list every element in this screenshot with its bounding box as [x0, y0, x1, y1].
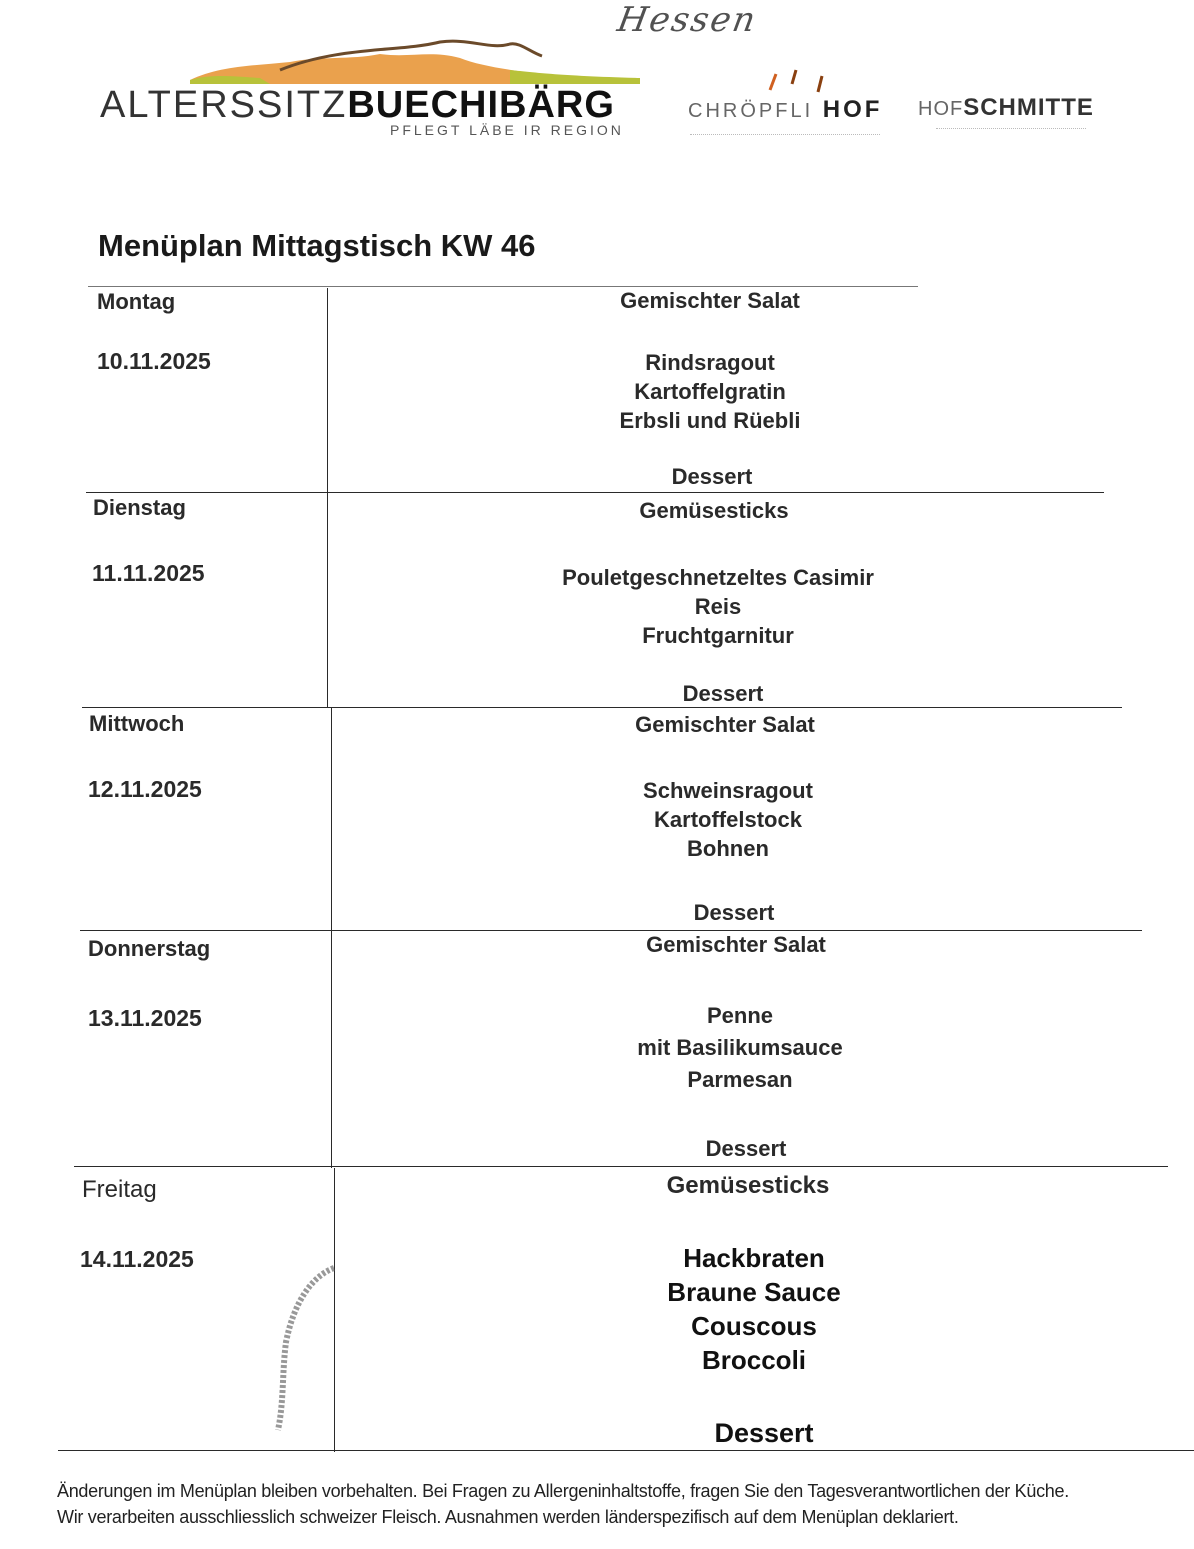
dessert: Dessert [693, 900, 775, 925]
handwritten-note: Hessen [614, 0, 761, 40]
starter: Gemischter Salat [635, 712, 815, 737]
logo-tagline: PFLEGT LÄBE IR REGION [390, 122, 624, 138]
day-date: 11.11.2025 [92, 560, 205, 586]
main-item: Fruchtgarnitur [642, 623, 794, 648]
dessert: Dessert [682, 681, 764, 706]
row-divider [80, 930, 1142, 931]
dessert: Dessert [671, 464, 753, 489]
logo2-text-bold: HOF [822, 96, 883, 123]
altersitz-logo [100, 36, 640, 146]
table-bottom-rule [58, 1450, 1194, 1451]
day-name: Montag [97, 289, 176, 314]
footer-line: Änderungen im Menüplan bleiben vorbehalten. Bei Fragen zu Allergeninhaltstoffe, fragen Sie den Tagesverantwortlichen der Küche. [57, 1481, 1069, 1501]
row-divider [74, 1166, 1168, 1167]
hofschmitte-logo [918, 94, 1094, 122]
day-name: Dienstag [93, 495, 186, 520]
dessert: Dessert [705, 1136, 787, 1161]
table-top-rule [88, 286, 918, 287]
main-item: Couscous [691, 1311, 817, 1341]
logo3-text-light: HOF [918, 98, 964, 120]
logo-text-light: ALTERSSITZ [100, 84, 348, 126]
main-item: Parmesan [687, 1067, 793, 1092]
row-divider [82, 707, 1122, 708]
main-item: Kartoffelgratin [634, 379, 786, 404]
starter: Gemischter Salat [620, 288, 800, 313]
day-name: Donnerstag [88, 936, 211, 961]
main-item: Bohnen [687, 836, 769, 861]
main-item: Braune Sauce [667, 1277, 841, 1307]
logo3-text-bold: SCHMITTE [963, 94, 1094, 121]
main-item: Schweinsragout [643, 778, 813, 803]
main-course [520, 563, 916, 650]
footer-note [57, 1478, 1167, 1530]
main-item: Rindsragout [645, 350, 775, 375]
main-course [590, 1000, 890, 1096]
main-item: mit Basilikumsauce [637, 1035, 843, 1060]
mountain-logo-graphic [180, 36, 650, 86]
main-course [604, 1241, 904, 1377]
main-item: Erbsli und Rüebli [619, 408, 801, 433]
day-date: 14.11.2025 [80, 1246, 194, 1272]
logo2-text-light: CHRÖPFLI [688, 100, 814, 122]
footer-line: Wir verarbeiten ausschliesslich schweizer Fleisch. Ausnahmen werden länderspezifisch auf dem Menüplan deklariert. [57, 1507, 959, 1527]
logo3-underline [936, 128, 1086, 130]
main-course [560, 348, 860, 435]
main-item: Reis [694, 594, 742, 619]
day-name: Freitag [82, 1176, 157, 1203]
main-item: Broccoli [701, 1345, 807, 1375]
main-course [578, 776, 878, 863]
logo2-underline [690, 134, 880, 136]
page-title: Menüplan Mittagstisch KW 46 [98, 228, 536, 263]
column-divider [331, 708, 332, 1168]
fire-mark-icon [764, 66, 834, 94]
main-item: Hackbraten [683, 1243, 825, 1273]
starter: Gemüsesticks [666, 1172, 830, 1199]
main-item: Kartoffelstock [654, 807, 802, 832]
day-date: 13.11.2025 [88, 1005, 202, 1031]
main-item: Pouletgeschnetzeltes Casimir [562, 565, 874, 590]
chroepflihof-logo [688, 66, 908, 136]
day-date: 10.11.2025 [97, 348, 211, 374]
day-name: Mittwoch [89, 711, 185, 736]
row-divider [86, 492, 1104, 493]
dessert: Dessert [714, 1418, 814, 1448]
starter: Gemischter Salat [646, 932, 826, 957]
ink-smudge [262, 1262, 352, 1442]
column-divider [327, 288, 328, 708]
day-date: 12.11.2025 [88, 776, 202, 802]
starter: Gemüsesticks [639, 498, 789, 523]
logo-text-bold: BUECHIBÄRG [347, 84, 615, 126]
main-item: Penne [706, 1003, 774, 1028]
